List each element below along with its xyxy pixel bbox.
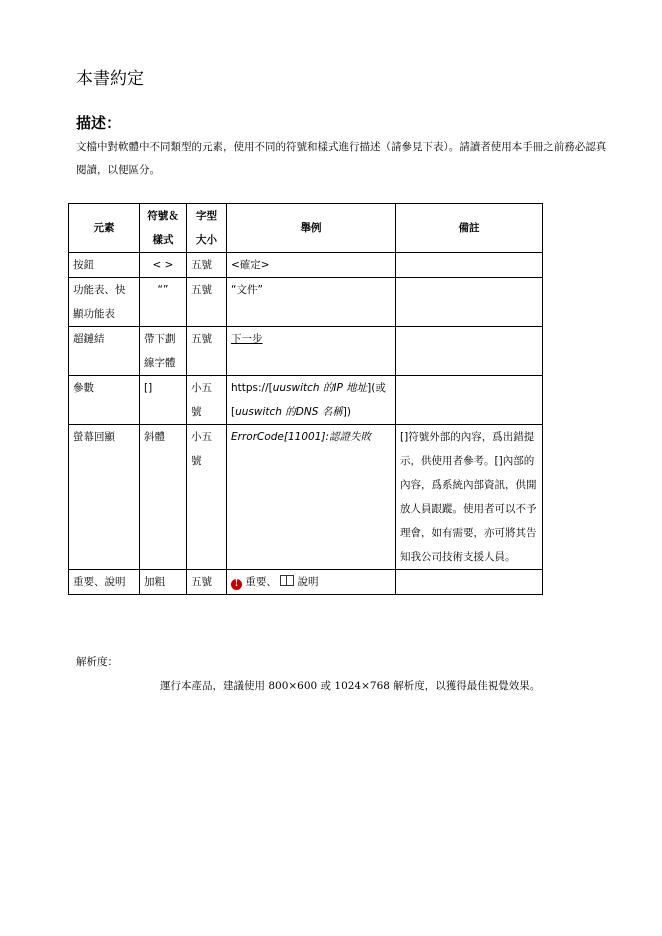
param-prefix: https://[ bbox=[231, 382, 273, 394]
hyperlink-example[interactable]: 下一步 bbox=[231, 333, 263, 345]
cell-note bbox=[396, 570, 543, 595]
header-note: 備註 bbox=[396, 204, 543, 253]
alert-icon: ! bbox=[231, 579, 242, 590]
cell-example: <確定> bbox=[227, 253, 396, 278]
cell-symbol: [] bbox=[140, 376, 187, 425]
cell-size: 五號 bbox=[187, 253, 227, 278]
resolution-label: 解析度： bbox=[76, 656, 118, 668]
header-symbol: 符號＆樣式 bbox=[140, 204, 187, 253]
resolution-text: 運行本產品，建議使用 800×600 或 1024×768 解析度，以獲得最佳視覺效果。 bbox=[160, 680, 541, 692]
table-row bbox=[69, 425, 543, 570]
cell-note bbox=[396, 278, 543, 327]
cell-element: 超鏈結 bbox=[69, 327, 140, 376]
table-row bbox=[69, 327, 543, 376]
note-label: 說明 bbox=[297, 576, 319, 588]
conventions-table bbox=[68, 203, 543, 595]
table-row bbox=[69, 278, 543, 327]
cell-example: ErrorCode[11001]:認證失敗 bbox=[227, 425, 396, 570]
param-mid: ](或[ bbox=[231, 382, 386, 418]
header-size: 字型大小 bbox=[187, 204, 227, 253]
header-element: 元素 bbox=[69, 204, 140, 253]
cell-element: 參數 bbox=[69, 376, 140, 425]
cell-symbol: < > bbox=[140, 253, 187, 278]
important-label: 重要、 bbox=[245, 576, 277, 588]
cell-size: 五號 bbox=[187, 278, 227, 327]
cell-size: 五號 bbox=[187, 327, 227, 376]
cell-size: 五號 bbox=[187, 570, 227, 595]
cell-note: []符號外部的內容，爲出錯提示，供使用者參考。[]內部的內容，爲系統內部資訊，供開放人員跟蹤。使用者可以不予理會，如有需要，亦可將其告知我公司技術支援人員。 bbox=[396, 425, 543, 570]
page-title: 本書約定 bbox=[76, 69, 144, 89]
header-example: 舉例 bbox=[227, 204, 396, 253]
cell-note bbox=[396, 376, 543, 425]
book-icon bbox=[280, 575, 294, 586]
cell-example bbox=[227, 570, 396, 595]
cell-symbol: 斜體 bbox=[140, 425, 187, 570]
param-suffix: ]) bbox=[342, 406, 351, 418]
table-row bbox=[69, 570, 543, 595]
cell-size: 小五號 bbox=[187, 425, 227, 570]
param-dns: uuswitch 的DNS 名稱 bbox=[235, 406, 343, 418]
table-row bbox=[69, 376, 543, 425]
cell-element: 螢幕回顯 bbox=[69, 425, 140, 570]
cell-element: 重要、說明 bbox=[69, 570, 140, 595]
table-header-row bbox=[69, 204, 543, 253]
cell-example bbox=[227, 376, 396, 425]
param-ip: uuswitch 的IP 地址 bbox=[272, 382, 368, 394]
description-paragraph: 文檔中對軟體中不同類型的元素，使用不同的符號和樣式進行描述（請參見下表）。請讀者使用本手冊之前務必認真閱讀，以便區分。 bbox=[76, 141, 607, 176]
cell-element: 按鈕 bbox=[69, 253, 140, 278]
cell-symbol: 帶下劃線字體 bbox=[140, 327, 187, 376]
cell-symbol: 加粗 bbox=[140, 570, 187, 595]
cell-size: 小五號 bbox=[187, 376, 227, 425]
cell-symbol: “” bbox=[140, 278, 187, 327]
section-heading: 描述： bbox=[76, 114, 122, 132]
cell-note bbox=[396, 253, 543, 278]
cell-element: 功能表、快顯功能表 bbox=[69, 278, 140, 327]
table-row bbox=[69, 253, 543, 278]
cell-note bbox=[396, 327, 543, 376]
cell-example: “文件” bbox=[227, 278, 396, 327]
